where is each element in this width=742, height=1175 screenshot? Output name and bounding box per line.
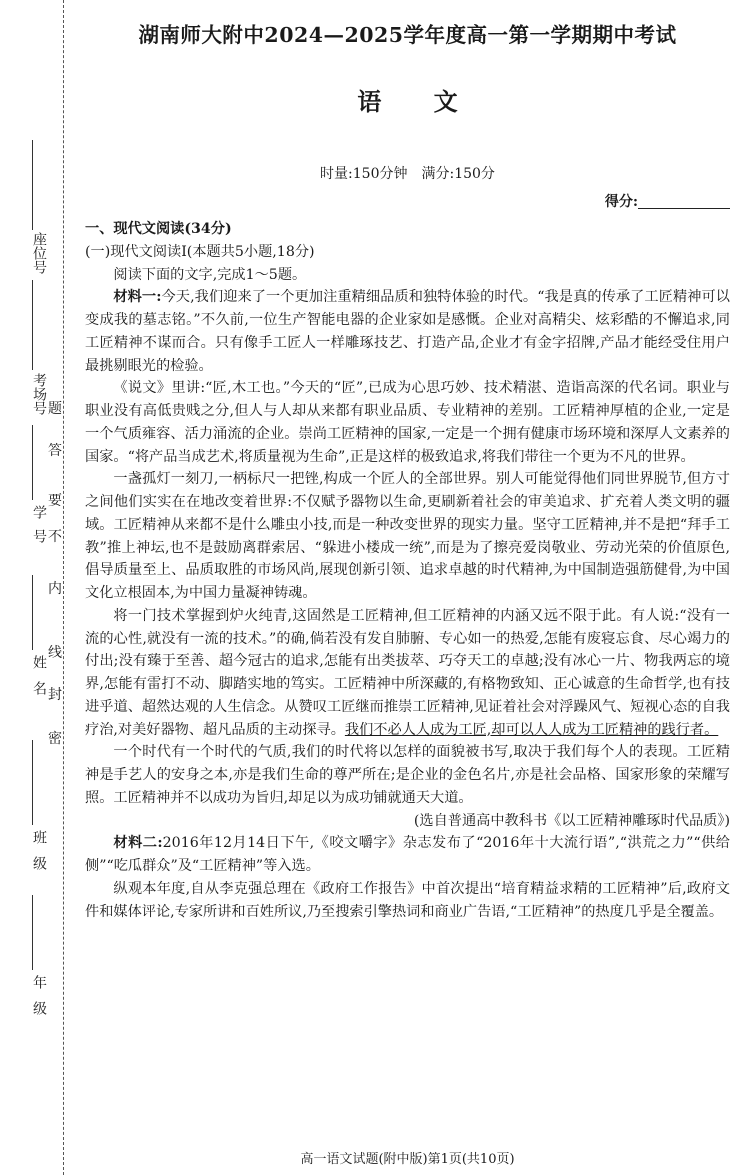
paragraph <box>85 832 730 878</box>
paragraph: 《说文》里讲:“匠,木工也。”今天的“匠”,已成为心思巧妙、技术精湛、造诣高深的代名词。职业与职业没有高低贵贱之分,但人与人却从来都有职业品质、专业精神的差别。工匠精神厚植的企业,一定是一个气质雍容、活力涌流的企业。崇尚工匠精神的国家,一定是一个拥有健康市场环境和深厚人文素养的国家。“将产品当成艺术,将质量视为生命”,正是这样的极致追求,将我们带往一个更为不凡的世界。 <box>85 380 730 465</box>
seal-char: 内 <box>48 581 62 597</box>
score-label: 得分: <box>604 194 638 210</box>
section-heading: 一、现代文阅读(34分) <box>85 221 232 237</box>
student-no-blank-line <box>32 425 33 500</box>
student-no-label: 学号 <box>31 505 47 553</box>
exam-title: 湖南师大附中2024—2025学年度高一第一学期期中考试 <box>138 23 677 47</box>
class-blank-line <box>32 740 33 825</box>
class-label: 班级 <box>31 830 47 882</box>
paragraph: 一盏孤灯一刻刀,一柄标尺一把锉,构成一个匠人的全部世界。别人可能觉得他们同世界脱节,但方寸之间他们实实在在地改变着世界:不仅赋予器物以生命,更刷新着社会的审美追求、扩充着人类文明的疆域。工匠精神从来都不是什么雕虫小技,而是一种改变世界的现实力量。坚守工匠精神,并不是把“拜手工教”推上神坛,也不是鼓励离群索居、“躲进小楼成一统”,而是为了擦亮爱岗敬业、劳动光荣的价值原色,倡导质量至上、品质取胜的市场风尚,展现创新引领、追求卓越的时代精神,为中国制造强筋健骨,为中国文化立根固本,为中国力量凝神铸魂。 <box>85 471 730 601</box>
score-blank <box>638 194 730 209</box>
paragraph: 纵观本年度,自从李克强总理在《政府工作报告》中首次提出“培育精益求精的工匠精神”后,政府文件和媒体评论,专家所讲和百姓所议,乃至搜索引擎热词和商业广告语,“工匠精神”的热度几乎是全覆盖。 <box>85 880 730 920</box>
grade-label: 年级 <box>31 975 47 1027</box>
seal-char: 题 <box>48 401 62 417</box>
name-label: 姓名 <box>31 655 47 707</box>
name-blank-line <box>32 575 33 650</box>
source-note: (选自普通高中教科书《以工匠精神雕琢时代品质》) <box>413 812 730 829</box>
paragraph: 一个时代有一个时代的气质,我们的时代将以怎样的面貌被书写,取决于我们每个人的表现。工匠精神是手艺人的安身之本,亦是我们生命的尊严所在;是企业的金色名片,亦是社会品格、国家形象的荣耀写照。工匠精神并不以成功为旨归,却足以为成功铺就通天大道。 <box>85 744 730 806</box>
exam-room-blank-line <box>32 280 33 370</box>
page-footer: 高一语文试题(附中版)第1页(共10页) <box>300 1152 515 1167</box>
seal-char: 线 <box>48 645 62 661</box>
seal-char: 答 <box>48 443 62 459</box>
seal-char: 密 <box>48 731 62 747</box>
instruction: 阅读下面的文字,完成1～5题。 <box>113 266 307 283</box>
material-label: 材料二: <box>113 835 163 852</box>
grade-blank-line <box>32 895 33 970</box>
paragraph-text: 2016年12月14日下午,《咬文嚼字》杂志发布了“2016年十大流行语”,“洪荒之力”“供给侧”“吃瓜群众”及“工匠精神”等入选。 <box>85 835 730 874</box>
exam-room-label: 考场号 <box>31 373 47 415</box>
seal-char: 要 <box>48 493 62 509</box>
seat-label: 座位号 <box>31 232 47 274</box>
subsection-heading: (一)现代文阅读Ⅰ(本题共5小题,18分) <box>85 243 315 260</box>
reading-passage <box>85 218 730 923</box>
score-field <box>605 191 730 211</box>
exam-meta: 时量:150分钟 满分:150分 <box>320 166 495 182</box>
paragraph <box>85 605 730 742</box>
paragraph-text: 将一门技术掌握到炉火纯青,这固然是工匠精神,但工匠精神的内涵又远不限于此。有人说:“没有一流的心性,就没有一流的技术。”的确,倘若没有发自肺腑、专心如一的热爱,怎能有废寝忘食、尽心竭力的付出;没有臻于至善、超今冠古的追求,怎能有出类拔萃、巧夺天工的卓越;没有冰心一片、物我两忘的境界,怎能有雷打不动、脚踏实地的笃实。工匠精神中所深藏的,有格物致知、正心诚意的生命哲学,也有技进乎道、超然达观的人生信念。从赞叹工匠继而推崇工匠精神,见证着社会对浮躁风气、短视心态的自我疗治,对美好器物、超凡品质的主动探寻。 <box>85 607 730 738</box>
seal-char: 封 <box>48 687 62 703</box>
paragraph <box>85 286 730 377</box>
subject-title: 语 文 <box>357 87 480 116</box>
underlined-sentence: 我们不必人人成为工匠,却可以人人成为工匠精神的践行者。 <box>344 721 719 738</box>
material-label: 材料一: <box>113 289 162 306</box>
seal-char: 不 <box>48 529 62 545</box>
paragraph-text: 今天,我们迎来了一个更加注重精细品质和独特体验的时代。“我是真的传承了工匠精神可以变成我的墓志铭。”不久前,一位生产智能电器的企业家如是感慨。企业对高精尖、炫彩酷的不懈追求,同工匠精神不谋而合。只有像手工匠人一样雕琢技艺、打造产品,企业才有金字招牌,产品才能经受住用户最挑剔眼光的检验。 <box>85 289 730 374</box>
seat-blank-line <box>32 140 33 230</box>
